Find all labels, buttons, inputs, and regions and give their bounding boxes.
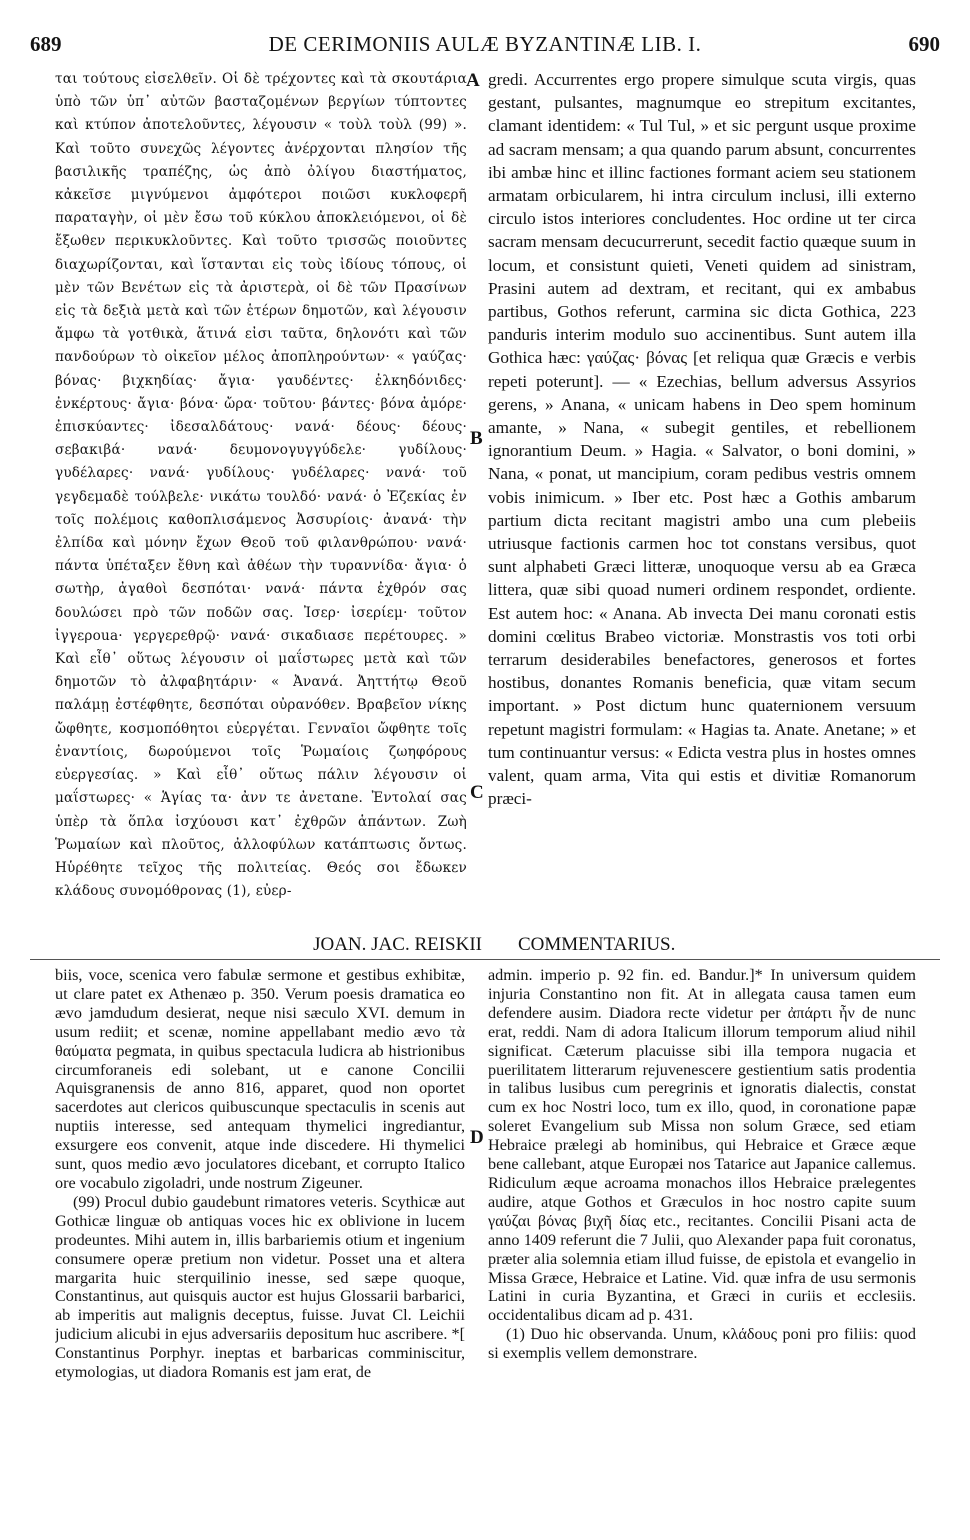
margin-marker-b: B: [470, 428, 483, 449]
commentary-heading-title: COMMENTARIUS.: [518, 934, 676, 955]
latin-paragraph: gredi. Accurrentes ergo propere simulque scuta virgis, quas gestant, pulsantes, magnumque eo strepitum excitantes, clamant identidem: « Tul Tul, » et sic pergunt usque proxime ad sacram mensam; a qua quando parum absunt, concurrentes ibi ambæ hinc et illinc factiones formant aciem seu stationem armatam orbicularem, hi intra circulum inclusi, illi externo circulo istos interiores concludentes. Hoc ordine ut ter circa sacram mensam decucurrerunt, secedit factio quæque suum in locum, et consistunt quieti, Veneti quidem ad sinistram, Prasini autem ad dextram, et recitant, qui ex ambabus partibus, Gothos referunt, carmina sic dicta Gothica, 223 panduris interim modulo suo accinentibus. Sunt autem illa Gothica hæc: γαύζας· βόνας [et reliqua quæ Græcis e verbis repeti poterunt]. — « Ezechias, bellum adversus Assyrios gerens, » Anana, « unicam habens in Deo spem hominum amante, » Nana, « subegit gentiles, et rebellionem ignorantium Deum. » Hagia. « Salvator, o boni domini, » Nana, « ponat, ut mancipium, coram pedibus vestris omnem vobis inimicum. » Iber etc. Post hæc a Gothis ambarum partium dicta recitant magistri ambo una cum plebeiis utriusque factionis carmen hoc tot constans versibus, quot sunt alphabeti Græci litteræ, unoquoque versu ab ea Græca littera, quæ sibi quoad numeri ordinem respondet, ordiente. Est autem hoc: « Anana. Ab invecta Dei manu coronati estis domini cœlitus Brabeo victoriæ. Monstrastis vos toti orbi terrarum desiderabiles benefactores, generosos et fortes hostibus, donantes Romanis beneficia, quæ vitam secum important. » Post dictum hunc quaternionem versuum repetunt magistri formulam: « Hagias ta. Anate. Anetane; » et tum continuantur versus: « Edicta vestra plus in hostes omnes valent, quam arma, Vita qui estis et divitiæ Romanorum præci-: [488, 70, 916, 809]
commentary-heading: [30, 934, 940, 960]
commentary-divider: [30, 959, 940, 960]
page-number-left: 689: [30, 32, 62, 56]
greek-text-column: [55, 68, 467, 930]
commentary-note: (1) Duo hic observanda. Unum, κλάδους poni pro filiis: quod si exemplis vellem demonstrare.: [488, 1325, 916, 1363]
running-header: [30, 32, 940, 58]
greek-paragraph: ται τούτους εἰσελθεῖν. Οἱ δὲ τρέχοντες καὶ τὰ σκουτάρια ὑπὸ τῶν ὑπ᾽ αὐτῶν βασταζομένων βεργίων τύπτοντες καὶ κτύπον ἀποτελοῦντες, λέγουσιν « τοὺλ τοὺλ (99) ». Καὶ τοῦτο συνεχῶς λέγοντες ἀνέρχονται πλησίον τῆς βασιλικῆς τραπέζης, ὡς ἀπὸ ὀλίγου διαστήματος, κἀκεῖσε μιγνύμενοι ἀμφότεροι ποιῶσι κυκλοφερῆ παραταγὴν, οἱ μὲν ἔσω τοῦ κύκλου ἀποκλειόμενοι, οἱ δὲ ἔξωθεν περικυκλοῦντες. Καὶ τοῦτο τρισσῶς ποιοῦντες διαχωρίζονται, καὶ ἵστανται εἰς τοὺς ἰδίους τόπους, οἱ μὲν τῶν Βενέτων εἰς τὰ ἀριστερὰ, οἱ δὲ τῶν Πρασίνων εἰς τὰ δεξιὰ μετὰ καὶ τῶν ἑτέρων δημοτῶν, καὶ λέγουσιν ἄμφω τὰ γοτθικὰ, ἅτινά εἰσι ταῦτα, δηλονότι καὶ τῶν πανδούρων τὸ οἰκεῖον μέλος ἀποπληρούντων· « γαύζας· βόνας· βιχκηδίας· ἄγια· γαυδέντες· ἐλκηδόνιδες· ἐνκέρτους· ἄγια· βόνα· ὤρα· τοῦτου· βάντες· βόνα ἀμόρε· ἐπισκύαντες· ἰδεσαλδάτους· νανά· δέους· δέους· σεβακιβά· νανά· δευμονογυγγύδελε· γυδίλους· γυδέλαρες· νανά· γυδίλους· γυδέλαρες· νανά· τοῦ γεγδεμαδὲ τούλβελε· νικάτω τουλδό· νανά· ὁ Ἐζεκίας ἐν τοῖς πολέμοις καθοπλισάμενος Ἀσσυρίοις· ἀνανά· τὴν ἐλπίδα καὶ μόνην ἔχων Θεοῦ τοῦ φιλανθρώπου· νανά· πάντα ὑπέταξεν ἔθνη καὶ ἀθέων τὴν τυραννίδα· ἄγια· ὁ σωτὴρ, ἀγαθοὶ δεσπόται· νανά· πάντα ἐχθρόν σας δουλώσει πρὸ τῶν ποδῶν σας. Ἰσερ· ἰσερίεμ· τοῦτον ἰγγεροua· γεργερεθρῷ· νανά· σικαδιασε περέτουρες. » Καὶ εἶθ᾽ οὕτως λέγουσιν οἱ μαΐστωρες μετὰ καὶ τῶν δημοτῶν τὸ ἀλφαβητάριν· « Ἀνανά. Ἀηττήτῳ Θεοῦ παλάμῃ ἐστέφθητε, δεσπόται οὐρανόθεν. Βραβεῖον νίκης ὤφθητε, κοσμοπόθητοι εὐεργέται. Γενναῖοι ὤφθητε τοῖς ἐναντίοις, δωρούμενοι τοῖς Ῥωμαίοις ζωηφόρους εὐεργεσίας. » Καὶ εἶθ᾽ οὕτως πάλιν λέγουσιν οἱ μαΐστωρες· « Ἁγίας τα· ἀνν τε ἀνεταne. Ἐντολαί σας ὑπὲρ τὰ ὅπλα ἰσχύουσι κατ᾽ ἐχθρῶν ἁπάντων. Ζωὴ Ῥωμαίων καὶ πλοῦτος, ἀλλοφύλων κατάπτωσις ὄντως. Ηὑρέθητε τεῖχος τῆς πολιτείας. Θεός σοι ἔδωκεν κλάδους συνομόθρονας (1), εὐερ-: [55, 71, 467, 900]
commentary-left-column: [55, 966, 465, 1526]
commentary-heading-author: JOAN. JAC. REISKII: [313, 934, 482, 955]
commentary-note: (99) Procul dubio gaudebunt rimatores veteris. Scythicæ aut Gothicæ linguæ ob antiquas voces hic ex oblivione in lucem prodeuntes. Mihi autem in, illis barbariemis otium et ingenium consumere operæ pretium non videtur. Posset una et altera margarita huic sterquilinio inesse, sed sæpe quoque, Constantinus, aut quisquis auctor est hujus Glossarii barbarici, ab imperitis aut malignis deceptus, fuisse. Juvat Cl. Leichii judicium alicubi in ejus adversariis depositum huc ascribere. *[ Constantinus Porphyr. ineptas et barbaricas comminiscitur, etymologias, ut diadora Romanis est jam erat, de: [55, 1192, 465, 1382]
commentary-right-column: [488, 966, 916, 1526]
commentary-note: admin. imperio p. 92 fin. ed. Bandur.]* In universum quidem injuria Constantino non fit. At in allegata causa tamen eum defendere ausim. Diadora recte videtur per ἀπάρτι ἦν de nunc erat, reddi. Nam di adora Italicum illorum temporum aliud nihil significat. Cæterum placuisse sibi illa tempora nugacia et puerilitatem litterarum rejuvenescere gestientium satis prodentia in talibus lusibus cum peregrinis et ignoratis dialectis, constat cum ex hoc Nostri loco, tum ex illo, quod, in coronatione papæ soleret Evangelium sub Missa non solum Græce, sed etiam Hebraice prælegi ab hominibus, qui Hebraice et Græce æque bene callebant, atque Europæi nos Tatarice aut Japanice callemus. Ridiculum æque acroama monachos illos Hebraice prælegentes audire, atque Gothos et Græculos in hoc nostro capite suum γαύζαι βόνας βιχῆ δίας etc., recitantes. Concilii Pisani acta de anno 1409 referunt die 7 Julii, quo Alexander papa fuit coronatus, præter alia solemnia etiam illud fuisse, de epistola et evangelio in Missa Græce, Hebraice et Latine. Vid. quæ infra de usu sermonis Latini in curia Byzantina, et Græci in curiis et ecclesiis. occidentalibus dicam ad p. 431.: [488, 966, 916, 1325]
commentary-note: biis, voce, scenica vero fabulæ sermone et gestibus exhibitæ, ut clare patet ex Athenæo p. 350. Verum poesis dramatica eo ævo jamdudum desierat, neque nisi sæculo XVI. demum in usum rediit; et scenæ, nomine appellabant medio ævo τὰ θαύματα pegmata, in quibus spectacula ludicra ab histrionibus circumforaneis edi solebant, ut e canone Concilii Aquisgranensis de anno 816, apparet, quod non oportet sacerdotes aut clericos quibuscunque spectaculis in scenis aut nuptiis interesse, sed antequam thymelici ingrediantur, exsurgere eos convenit, atque inde discedere. Hi thymelici sunt, quos medio ævo joculatores dicebant, et corrupto Italico ore vocabulo zigoladri, unde nostrum Zigeuner.: [55, 966, 465, 1192]
margin-marker-d: D: [470, 1127, 484, 1148]
margin-marker-a: A: [466, 70, 480, 91]
margin-marker-c: C: [470, 782, 484, 803]
page-number-right: 690: [908, 32, 940, 56]
running-title: DE CERIMONIIS AULÆ BYZANTINÆ LIB. I.: [268, 32, 702, 56]
latin-translation-column: [488, 68, 916, 930]
